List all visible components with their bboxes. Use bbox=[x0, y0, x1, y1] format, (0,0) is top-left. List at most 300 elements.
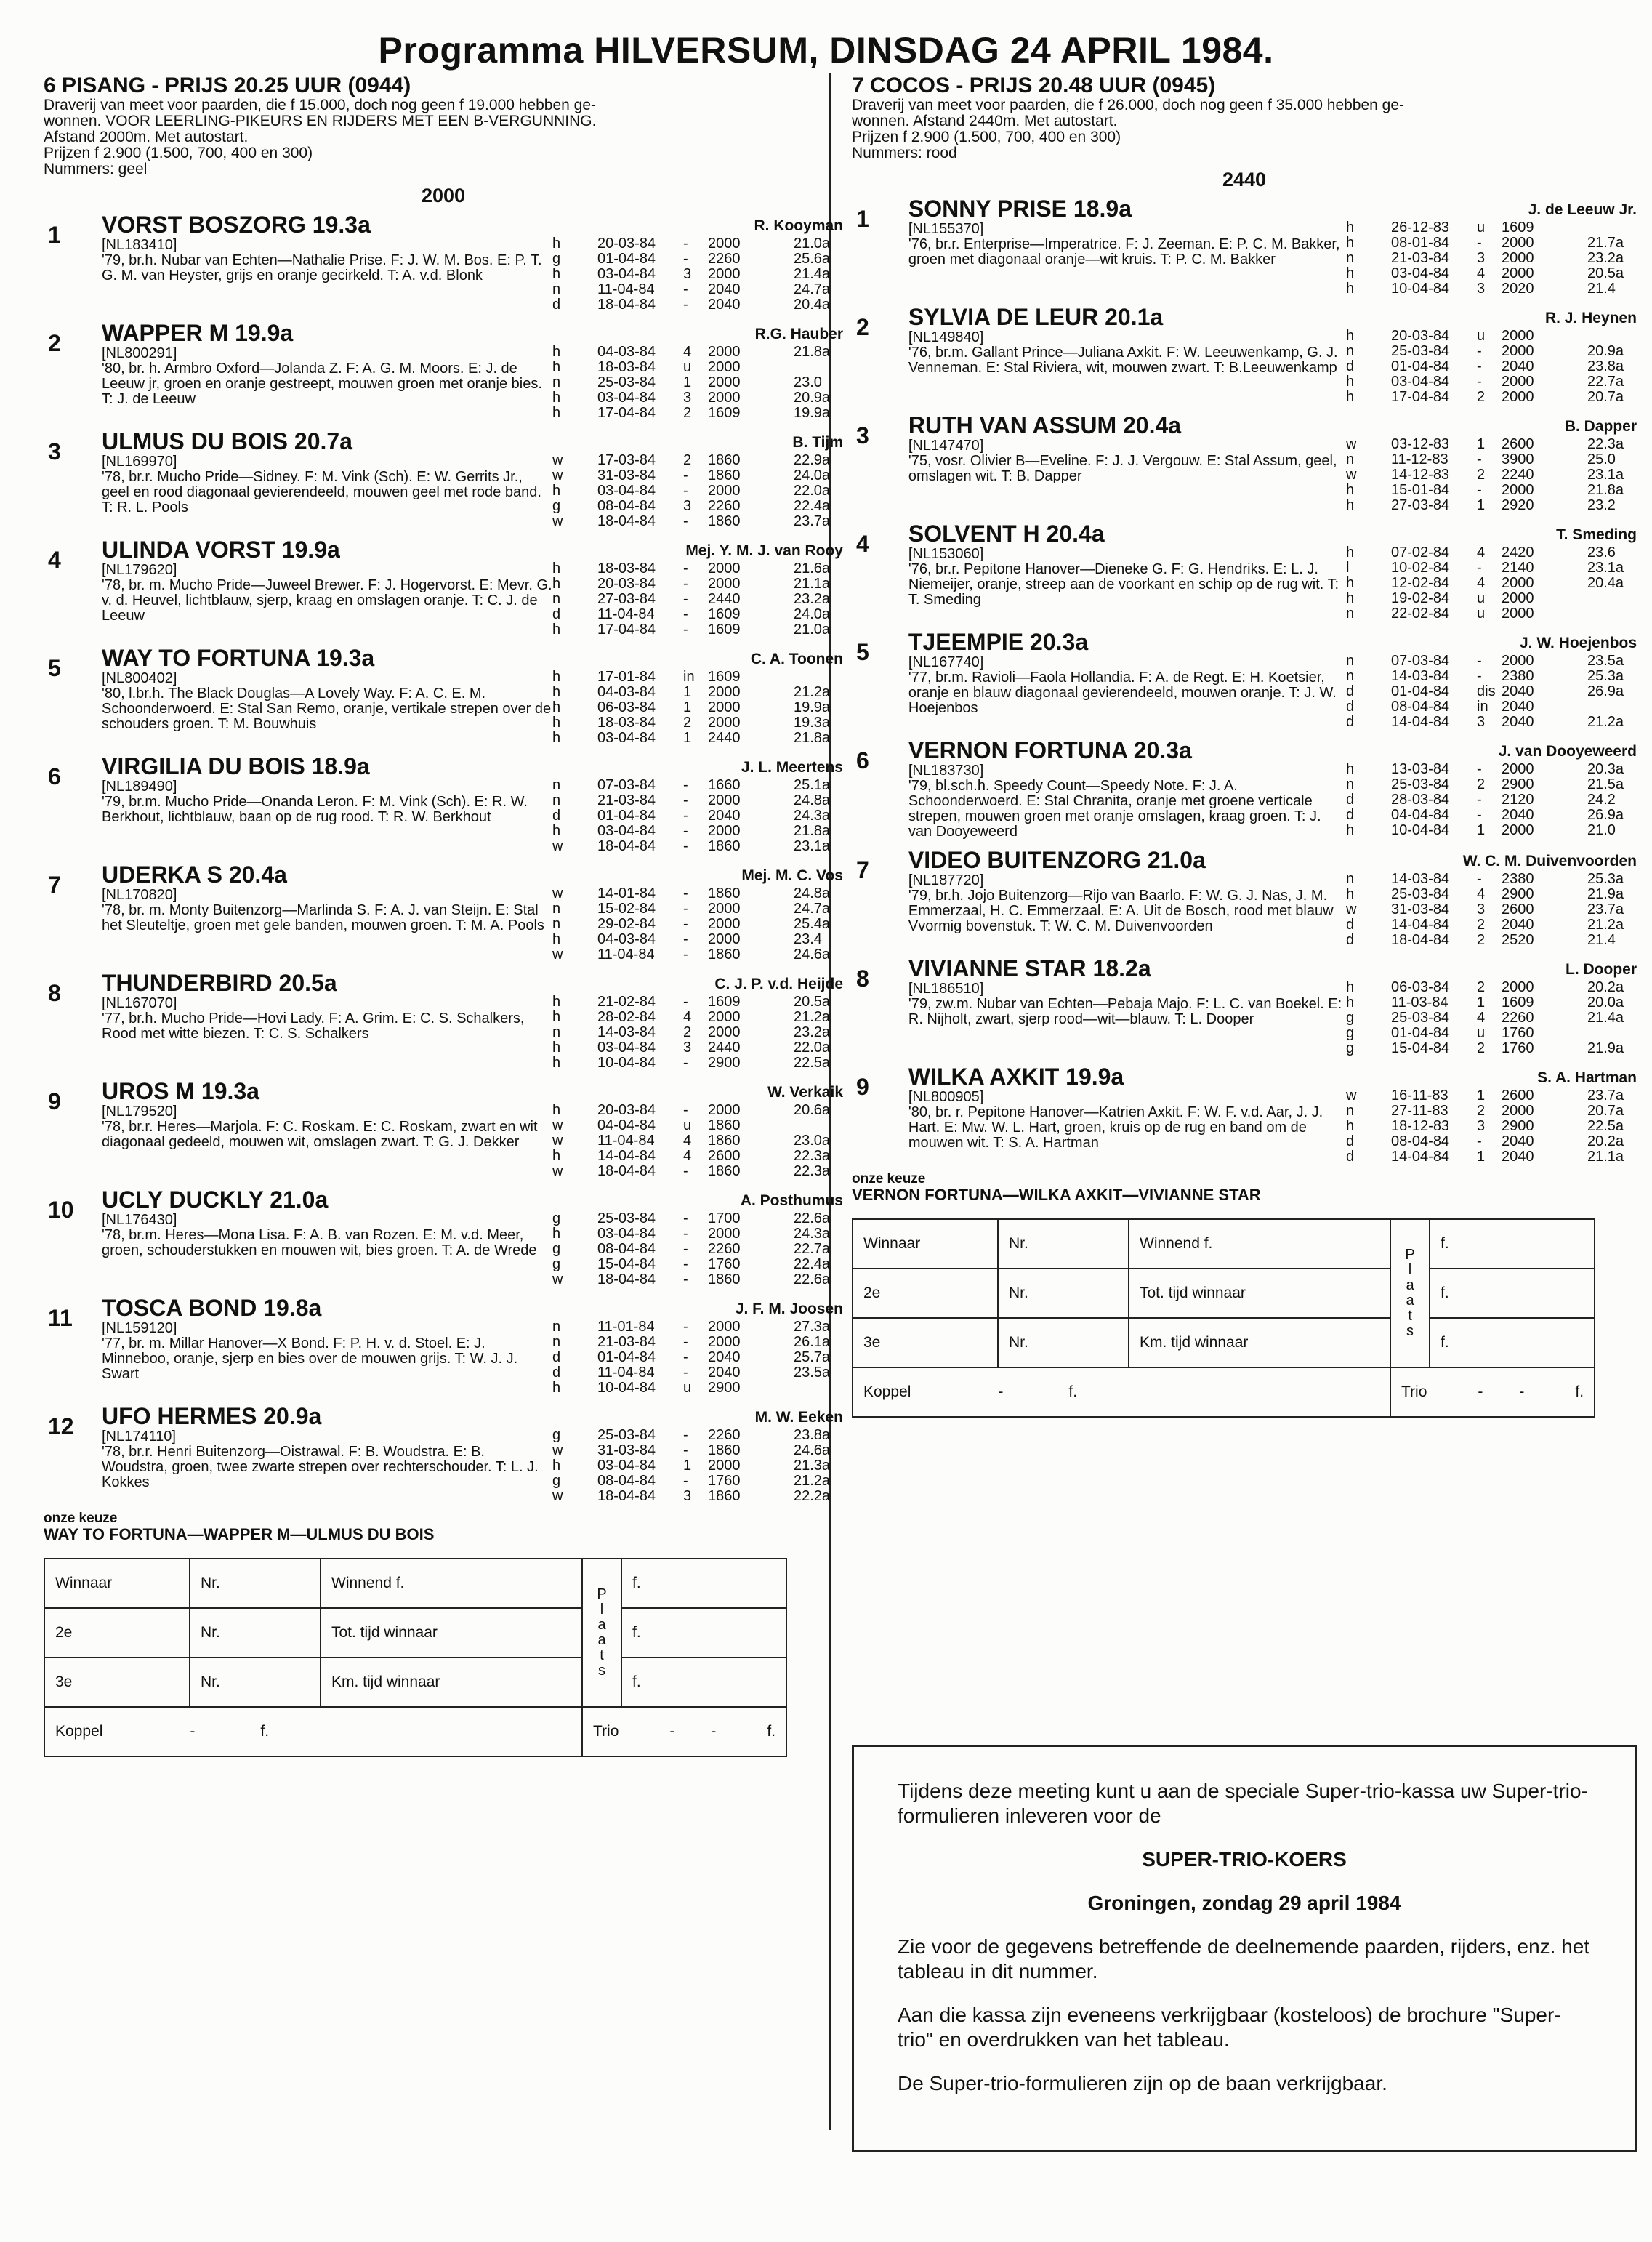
race-date: 06-03-84 bbox=[597, 699, 656, 715]
race-date: 14-04-84 bbox=[597, 1148, 656, 1164]
horse-number: 1 bbox=[48, 222, 61, 248]
placing: 4 bbox=[683, 1148, 692, 1164]
distance: 2000 bbox=[1502, 653, 1534, 669]
currency: f. bbox=[260, 1723, 270, 1740]
track-code: w bbox=[552, 1271, 563, 1287]
distance: 1860 bbox=[708, 1442, 741, 1458]
performance-row bbox=[1346, 1088, 1637, 1104]
dash: - bbox=[669, 1723, 675, 1740]
distance: 2040 bbox=[708, 1365, 741, 1381]
placing: 2 bbox=[1477, 932, 1486, 948]
race-date: 03-04-84 bbox=[597, 1040, 656, 1056]
race-date: 21-02-84 bbox=[597, 994, 656, 1010]
performance-list bbox=[1346, 847, 1637, 948]
horse-entry bbox=[44, 1078, 843, 1179]
distance: 2000 bbox=[1502, 250, 1534, 266]
race-date: 25-03-84 bbox=[1391, 776, 1450, 792]
placing: 2 bbox=[1477, 1040, 1486, 1056]
track-code: w bbox=[1346, 1088, 1357, 1104]
horse-name: VIVIANNE STAR 18.2a bbox=[908, 955, 1151, 981]
placing: 2 bbox=[1477, 776, 1486, 792]
horse-entry bbox=[44, 753, 843, 854]
track-code: w bbox=[552, 467, 563, 483]
distance: 2000 bbox=[708, 1334, 741, 1350]
time: 22.9a bbox=[794, 452, 831, 468]
distance: 1760 bbox=[1502, 1040, 1534, 1056]
race-date: 15-01-84 bbox=[1391, 482, 1450, 498]
distance: 2000 bbox=[708, 715, 741, 731]
time: 22.6a bbox=[794, 1210, 831, 1226]
placing: 1 bbox=[683, 699, 692, 715]
horse-name: ULMUS DU BOIS 20.7a bbox=[102, 428, 352, 454]
track-code: n bbox=[552, 374, 561, 390]
form-cell: f. bbox=[621, 1559, 786, 1608]
time: 21.4 bbox=[1587, 281, 1616, 297]
horse-entry bbox=[44, 428, 843, 529]
race-date: 27-03-84 bbox=[597, 591, 656, 607]
plaats-letter: s bbox=[598, 1663, 605, 1679]
placing: 4 bbox=[1477, 265, 1486, 281]
time: 20.0a bbox=[1587, 995, 1624, 1010]
race-date: 11-04-84 bbox=[597, 606, 655, 622]
performance-list bbox=[552, 861, 843, 963]
horse-entry bbox=[44, 212, 843, 313]
track-code: d bbox=[552, 606, 561, 622]
placing: - bbox=[683, 560, 688, 576]
placing: - bbox=[683, 1163, 688, 1179]
form-cell: f. bbox=[621, 1658, 786, 1707]
performance-row bbox=[1346, 437, 1637, 452]
horse-name: UROS M 19.3a bbox=[102, 1078, 259, 1104]
time: 21.4 bbox=[1587, 932, 1616, 948]
form-cell: f. bbox=[1430, 1269, 1595, 1318]
performance-list bbox=[552, 1078, 843, 1179]
performance-row bbox=[552, 1040, 843, 1056]
time: 21.0 bbox=[1587, 822, 1616, 838]
performance-row bbox=[552, 1025, 843, 1040]
horse-id: [NL155370] bbox=[908, 221, 984, 237]
distance: 2000 bbox=[708, 483, 741, 499]
horse-info bbox=[102, 645, 552, 746]
performance-row bbox=[1346, 980, 1637, 995]
horse-pedigree: '76, br.r. Pepitone Hanover—Dieneke G. F: G. Hendriks. E: L. J. Niemeijer, oranje, streep aan de voorkant en schip op de rug wit. T: T. Smeding bbox=[908, 561, 1339, 608]
performance-row bbox=[1346, 684, 1637, 699]
placing: 4 bbox=[1477, 1010, 1486, 1026]
race-date: 03-04-84 bbox=[597, 823, 656, 839]
horse-id: [NL147470] bbox=[908, 438, 984, 454]
race-date: 11-03-84 bbox=[1391, 995, 1448, 1010]
placing: 2 bbox=[1477, 467, 1486, 483]
race-date: 18-03-84 bbox=[597, 359, 656, 375]
horse-name: SYLVIA DE LEUR 20.1a bbox=[908, 304, 1164, 330]
track-code: h bbox=[1346, 979, 1355, 995]
performance-row bbox=[1346, 1104, 1637, 1119]
performance-row bbox=[1346, 887, 1637, 902]
track-code: d bbox=[1346, 699, 1355, 715]
trio-cell bbox=[1390, 1367, 1595, 1417]
driver-name: J. W. Hoejenbos bbox=[1519, 635, 1637, 651]
distance: 1760 bbox=[708, 1473, 741, 1489]
race-date: 07-02-84 bbox=[1391, 545, 1450, 560]
distance: 2000 bbox=[708, 684, 741, 700]
track-code: g bbox=[552, 251, 561, 267]
race-date: 01-04-84 bbox=[597, 1349, 656, 1365]
performance-list bbox=[1346, 955, 1637, 1056]
race-date: 04-03-84 bbox=[597, 684, 656, 700]
horse-entry bbox=[852, 629, 1637, 730]
track-code: h bbox=[552, 405, 561, 421]
performance-row bbox=[1346, 933, 1637, 948]
horse-id: [NL174110] bbox=[102, 1429, 176, 1445]
time: 20.6a bbox=[794, 1102, 831, 1118]
form-cell: Km. tijd winnaar bbox=[321, 1658, 582, 1707]
form-cell: Nr. bbox=[190, 1608, 321, 1658]
distance: 2000 bbox=[708, 1458, 741, 1474]
time: 21.2a bbox=[794, 684, 831, 700]
placing: - bbox=[683, 1226, 688, 1242]
track-code: n bbox=[552, 1334, 561, 1350]
placing: - bbox=[1477, 374, 1482, 390]
time: 21.8a bbox=[794, 344, 831, 360]
performance-row bbox=[552, 886, 843, 901]
track-code: n bbox=[1346, 606, 1355, 622]
race-date: 22-02-84 bbox=[1391, 606, 1450, 622]
race-date: 14-12-83 bbox=[1391, 467, 1450, 483]
distance: 2600 bbox=[1502, 1088, 1534, 1104]
placing: - bbox=[683, 297, 688, 313]
distance: 2000 bbox=[708, 1024, 741, 1040]
track-code: h bbox=[1346, 265, 1355, 281]
horse-id: [NL149840] bbox=[908, 329, 984, 345]
horse-entry bbox=[852, 847, 1637, 948]
track-code: g bbox=[552, 498, 561, 514]
time: 22.4a bbox=[794, 498, 831, 514]
distance: 2000 bbox=[1502, 1103, 1534, 1119]
koppel-cell bbox=[853, 1367, 1390, 1417]
placing: 3 bbox=[683, 1040, 692, 1056]
currency: f. bbox=[767, 1723, 776, 1740]
time: 24.8a bbox=[794, 885, 831, 901]
horse-number: 6 bbox=[48, 763, 61, 789]
time: 23.4 bbox=[794, 931, 822, 947]
performance-row bbox=[552, 715, 843, 731]
track-code: h bbox=[1346, 1118, 1355, 1134]
tip-label: onze keuze bbox=[852, 1171, 926, 1186]
time: 21.9a bbox=[1587, 1040, 1624, 1056]
track-code: w bbox=[552, 838, 563, 854]
distance: 2000 bbox=[708, 390, 741, 406]
performance-list bbox=[1346, 304, 1637, 405]
tip-selection: VERNON FORTUNA—WILKA AXKIT—VIVIANNE STAR bbox=[852, 1186, 1261, 1204]
placing: - bbox=[683, 777, 688, 793]
performance-row bbox=[1346, 792, 1637, 808]
track-code: h bbox=[552, 1009, 561, 1025]
performance-row bbox=[1346, 1010, 1637, 1026]
horse-info bbox=[908, 521, 1346, 622]
performance-row bbox=[1346, 251, 1637, 266]
distance: 1860 bbox=[708, 885, 741, 901]
performance-list bbox=[552, 753, 843, 854]
horse-pedigree: '75, vosr. Olivier B—Eveline. F: J. J. Vergouw. E: Stal Assum, geel, omslagen wit. T: B. Dapper bbox=[908, 453, 1337, 484]
race-date: 03-12-83 bbox=[1391, 436, 1450, 452]
placing: - bbox=[683, 885, 688, 901]
distance: 2140 bbox=[1502, 560, 1534, 576]
horse-number: 8 bbox=[856, 965, 869, 992]
distance: 2000 bbox=[708, 374, 741, 390]
performance-row bbox=[1346, 498, 1637, 513]
horse-pedigree: '79, bl.sch.h. Speedy Count—Speedy Note. F: J. A. Schoonderwoerd. E: Stal Chranita, oranje met groene verticale strepen, mouwen groen met oranje omslagen, kraag groen. T: J. van Dooyeweerd bbox=[908, 778, 1321, 840]
performance-row bbox=[1346, 654, 1637, 669]
performance-row bbox=[1346, 762, 1637, 777]
performance-row bbox=[552, 282, 843, 297]
race-date: 03-04-84 bbox=[597, 1458, 656, 1474]
race-date: 27-03-84 bbox=[1391, 497, 1450, 513]
horse-info bbox=[102, 1186, 552, 1287]
horse-id: [NL183730] bbox=[908, 763, 984, 779]
track-code: d bbox=[1346, 1149, 1355, 1165]
form-cell: Winnaar bbox=[44, 1559, 190, 1608]
time: 24.6a bbox=[794, 947, 831, 963]
horse-id: [NL159120] bbox=[102, 1320, 177, 1336]
placing: - bbox=[683, 591, 688, 607]
race-date: 20-03-84 bbox=[1391, 328, 1450, 344]
horse-info bbox=[908, 1064, 1346, 1165]
placing: u bbox=[683, 1380, 692, 1396]
performance-row bbox=[552, 607, 843, 622]
track-code: n bbox=[1346, 776, 1355, 792]
plaats-column bbox=[1390, 1219, 1430, 1367]
form-cell: Nr. bbox=[998, 1219, 1129, 1269]
distance: 2600 bbox=[1502, 901, 1534, 917]
performance-row bbox=[552, 1335, 843, 1350]
race-conditions-line: Draverij van meet voor paarden, die f 26.000, doch nog geen f 35.000 hebben ge- bbox=[852, 97, 1405, 113]
placing: - bbox=[683, 606, 688, 622]
time: 24.0a bbox=[794, 606, 831, 622]
time: 22.6a bbox=[794, 1271, 831, 1287]
horse-name: THUNDERBIRD 20.5a bbox=[102, 970, 337, 996]
horse-pedigree: '77, br. m. Millar Hanover—X Bond. F: P. H. v. d. Stoel. E: J. Minneboo, oranje, sjerp en bies over de mouwen grijs. T: W. J. J. Swart bbox=[102, 1335, 518, 1382]
track-code: h bbox=[552, 931, 561, 947]
horse-pedigree: '77, br.m. Ravioli—Faola Hollandia. F: A. de Regt. E: H. Koetsier, oranje en blauw diagonaal gevierendeeld, mouwen oranje. T: J. W. Hoejenbos bbox=[908, 670, 1337, 716]
horse-info bbox=[102, 753, 552, 854]
result-form bbox=[852, 1218, 1595, 1418]
distance: 1860 bbox=[708, 838, 741, 854]
distance: 2440 bbox=[708, 591, 741, 607]
distance: 2000 bbox=[708, 266, 741, 282]
time: 24.7a bbox=[794, 901, 831, 917]
performance-row bbox=[552, 1211, 843, 1226]
race-date: 10-04-84 bbox=[597, 1055, 656, 1071]
plaats-letter: a bbox=[597, 1617, 606, 1633]
distance: 2000 bbox=[1502, 374, 1534, 390]
track-code: h bbox=[552, 669, 561, 685]
plaats-letter: l bbox=[600, 1602, 604, 1618]
distance: 2000 bbox=[708, 576, 741, 592]
track-code: h bbox=[552, 236, 561, 252]
race-date: 10-04-84 bbox=[597, 1380, 656, 1396]
notice-koers: SUPER-TRIO-KOERS bbox=[1142, 1848, 1347, 1871]
horse-number: 2 bbox=[48, 330, 61, 356]
time: 21.8a bbox=[794, 730, 831, 746]
distance: 2420 bbox=[1502, 545, 1534, 560]
placing: - bbox=[683, 1349, 688, 1365]
placing: - bbox=[683, 808, 688, 824]
placing: u bbox=[683, 359, 692, 375]
race-date: 04-04-84 bbox=[1391, 807, 1450, 823]
race-conditions-line: Draverij van meet voor paarden, die f 15.000, doch nog geen f 19.000 hebben ge- bbox=[44, 97, 597, 113]
performance-row bbox=[1346, 1041, 1637, 1056]
track-code: h bbox=[552, 699, 561, 715]
koppel-label: Koppel bbox=[55, 1723, 103, 1740]
time: 24.6a bbox=[794, 1442, 831, 1458]
distance: 2000 bbox=[1502, 235, 1534, 251]
driver-name: L. Dooper bbox=[1566, 961, 1637, 978]
horse-pedigree: '80, l.br.h. The Black Douglas—A Lovely Way. F: A. C. E. M. Schoonderwoerd. E: Stal San Remo, oranje, vertikale strepen over de schouders groen. T: M. Bouwhuis bbox=[102, 686, 552, 732]
time: 23.2a bbox=[1587, 250, 1624, 266]
form-cell: Nr. bbox=[998, 1269, 1129, 1318]
track-code: d bbox=[1346, 358, 1355, 374]
time: 20.9a bbox=[794, 390, 831, 406]
driver-name: R. Kooyman bbox=[754, 217, 843, 234]
race-date: 15-02-84 bbox=[597, 901, 656, 917]
placing: 4 bbox=[1477, 886, 1486, 902]
horse-number: 12 bbox=[48, 1413, 74, 1439]
performance-row bbox=[552, 1149, 843, 1164]
placing: - bbox=[683, 838, 688, 854]
driver-name: R.G. Hauber bbox=[754, 326, 843, 342]
plaats-letter: P bbox=[597, 1586, 607, 1602]
distance: 1860 bbox=[708, 1133, 741, 1149]
track-code: w bbox=[1346, 901, 1357, 917]
placing: 1 bbox=[1477, 497, 1486, 513]
race-distance: 2440 bbox=[1222, 169, 1267, 190]
performance-row bbox=[552, 622, 843, 638]
race-date: 01-04-84 bbox=[597, 808, 656, 824]
time: 24.2 bbox=[1587, 792, 1616, 808]
horse-name: VERNON FORTUNA 20.3a bbox=[908, 737, 1192, 763]
track-code: n bbox=[552, 792, 561, 808]
time: 21.1a bbox=[1587, 1149, 1624, 1165]
distance: 2900 bbox=[708, 1380, 741, 1396]
form-cell: 3e bbox=[853, 1318, 998, 1367]
placing: - bbox=[683, 792, 688, 808]
horse-info bbox=[908, 955, 1346, 1056]
distance: 2600 bbox=[1502, 436, 1534, 452]
horse-number: 2 bbox=[856, 314, 869, 340]
performance-row bbox=[552, 700, 843, 715]
distance: 2000 bbox=[1502, 979, 1534, 995]
race-date: 01-04-84 bbox=[1391, 683, 1450, 699]
track-code: h bbox=[552, 359, 561, 375]
placing: - bbox=[683, 576, 688, 592]
placing: 2 bbox=[1477, 917, 1486, 933]
performance-row bbox=[552, 1365, 843, 1381]
placing: - bbox=[683, 1473, 688, 1489]
placing: 3 bbox=[1477, 1118, 1486, 1134]
race-date: 26-12-83 bbox=[1391, 220, 1450, 236]
performance-row bbox=[1346, 390, 1637, 405]
track-code: h bbox=[1346, 374, 1355, 390]
plaats-letter: t bbox=[600, 1647, 604, 1663]
horse-entry bbox=[44, 1186, 843, 1287]
performance-row bbox=[1346, 777, 1637, 792]
performance-row bbox=[1346, 576, 1637, 591]
race-date: 18-04-84 bbox=[597, 513, 656, 529]
track-code: l bbox=[1346, 560, 1350, 576]
placing: - bbox=[683, 1256, 688, 1272]
time: 22.5a bbox=[794, 1055, 831, 1071]
horse-entry bbox=[44, 320, 843, 421]
distance: 2000 bbox=[708, 344, 741, 360]
placing: u bbox=[1477, 1025, 1486, 1041]
race-7-column bbox=[852, 74, 1637, 1418]
horse-pedigree: '76, br.r. Enterprise—Imperatrice. F: J. Zeeman. E: P. C. M. Bakker, groen met diagonaal oranje—wit kruis. T: P. C. M. Bakker bbox=[908, 236, 1340, 268]
horse-id: [NL189490] bbox=[102, 779, 177, 795]
placing: - bbox=[683, 513, 688, 529]
performance-row bbox=[552, 995, 843, 1010]
horse-number: 7 bbox=[48, 872, 61, 898]
track-code: h bbox=[552, 684, 561, 700]
performance-row bbox=[552, 360, 843, 375]
horse-id: [NL167070] bbox=[102, 995, 177, 1011]
tip-label: onze keuze bbox=[44, 1511, 118, 1526]
horse-name: TOSCA BOND 19.8a bbox=[102, 1295, 322, 1321]
time: 25.3a bbox=[1587, 871, 1624, 887]
placing: - bbox=[1477, 482, 1482, 498]
horse-id: [NL800402] bbox=[102, 670, 177, 686]
horse-number: 11 bbox=[48, 1305, 73, 1331]
track-code: n bbox=[552, 591, 561, 607]
horse-pedigree: '79, zw.m. Nubar van Echten—Pebaja Majo. F: L. C. van Boekel. E: R. Nijholt, zwart, sjerp rood—wit—blauw. T: L. Dooper bbox=[908, 996, 1342, 1027]
time: 25.4a bbox=[794, 916, 831, 932]
race-date: 04-03-84 bbox=[597, 931, 656, 947]
performance-list bbox=[1346, 1064, 1637, 1165]
race-conditions-line: Nummers: rood bbox=[852, 145, 957, 161]
time: 21.2a bbox=[794, 1473, 831, 1489]
track-code: h bbox=[552, 1148, 561, 1164]
track-code: h bbox=[1346, 761, 1355, 777]
horse-info bbox=[102, 212, 552, 313]
placing: 4 bbox=[683, 1133, 692, 1149]
time: 23.6 bbox=[1587, 545, 1616, 560]
horse-number: 4 bbox=[48, 547, 61, 573]
driver-name: W. Verkaik bbox=[767, 1084, 843, 1101]
time: 21.4a bbox=[794, 266, 831, 282]
performance-row bbox=[1346, 467, 1637, 483]
performance-row bbox=[552, 1226, 843, 1242]
driver-name: Mej. Y. M. J. van Rooy bbox=[685, 542, 843, 559]
distance: 2000 bbox=[708, 931, 741, 947]
time: 21.8a bbox=[1587, 482, 1624, 498]
race-distance: 2000 bbox=[421, 185, 466, 206]
form-cell: Km. tijd winnaar bbox=[1129, 1318, 1390, 1367]
dash: - bbox=[998, 1383, 1004, 1400]
distance: 2000 bbox=[1502, 606, 1534, 622]
race-date: 03-04-84 bbox=[597, 483, 656, 499]
notice-intro: Tijdens deze meeting kunt u aan de speciale Super-trio-kassa uw Super-trio-formulieren inleveren voor de bbox=[898, 1780, 1588, 1827]
distance: 2000 bbox=[1502, 389, 1534, 405]
race-date: 12-02-84 bbox=[1391, 575, 1450, 591]
race-date: 13-03-84 bbox=[1391, 761, 1450, 777]
track-code: h bbox=[1346, 545, 1355, 560]
race-date: 18-04-84 bbox=[597, 297, 656, 313]
track-code: h bbox=[1346, 482, 1355, 498]
performance-row bbox=[1346, 374, 1637, 390]
horse-number: 10 bbox=[48, 1197, 74, 1223]
performance-row bbox=[552, 390, 843, 406]
performance-list bbox=[552, 1295, 843, 1396]
plaats-letter: s bbox=[1406, 1323, 1414, 1339]
